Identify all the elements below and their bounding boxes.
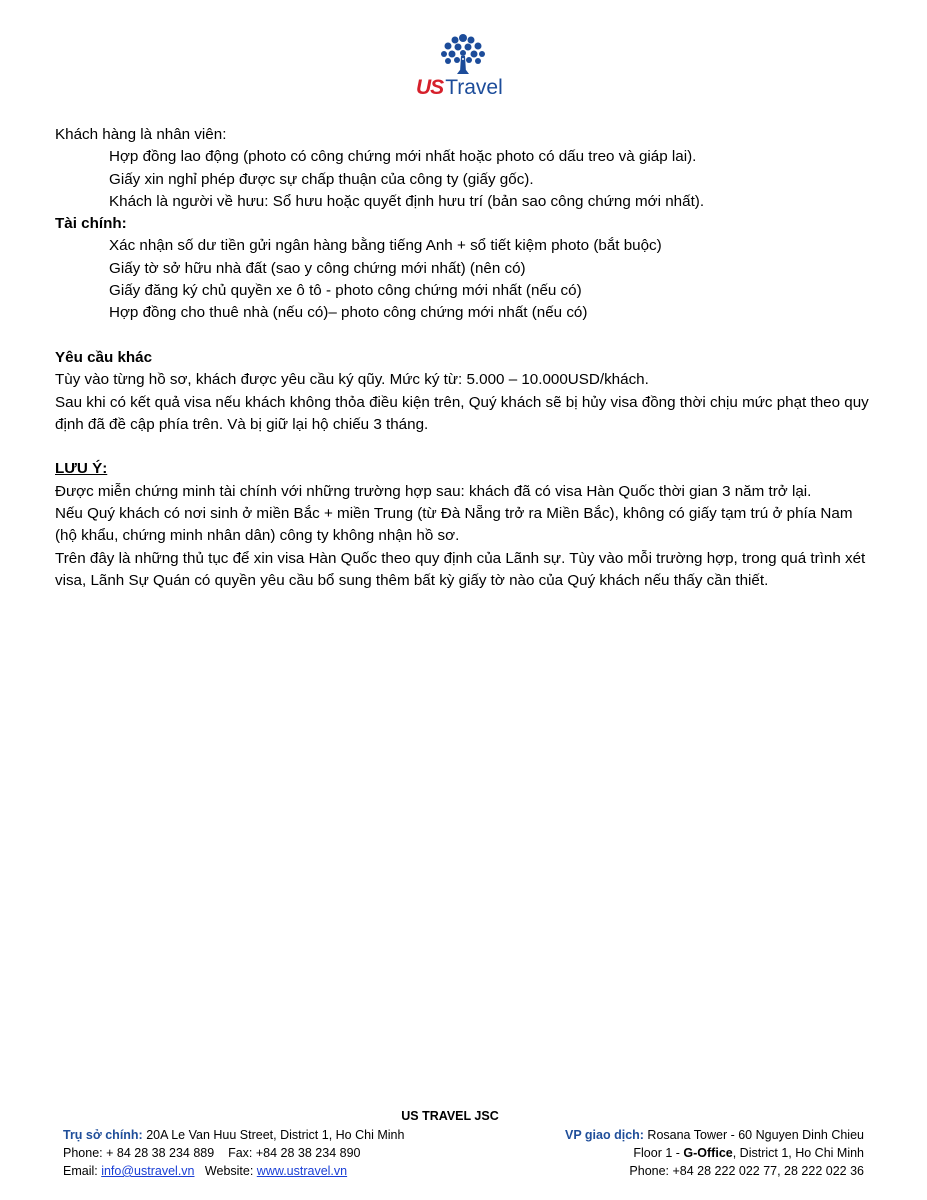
office-floor-name: G-Office xyxy=(683,1146,733,1160)
finance-item: Giấy tờ sở hữu nhà đất (sao y công chứng mới nhất) (nên có) xyxy=(109,259,526,277)
email-label: Email: xyxy=(63,1164,102,1178)
logo-us: US xyxy=(416,76,444,99)
other-requirements-heading: Yêu cầu khác xyxy=(55,348,153,366)
employee-item: Khách là người về hưu: Sổ hưu hoặc quyết định hưu trí (bản sao công chứng mới nhất). xyxy=(109,192,705,210)
website-label: Website: xyxy=(204,1164,257,1178)
hq-address: 20A Le Van Huu Street, District 1, Ho Chi Minh xyxy=(142,1128,405,1142)
employee-item: Giấy xin nghỉ phép được sự chấp thuận của công ty (giấy gốc). xyxy=(109,170,534,188)
hq-label: Trụ sở chính: xyxy=(63,1128,143,1142)
headquarters-info xyxy=(63,1126,404,1180)
employee-heading: Khách hàng là nhân viên: xyxy=(55,126,227,143)
note-paragraph: Được miễn chứng minh tài chính với những trường hợp sau: khách đã có visa Hàn Quốc thời gian 3 năm trở lại. xyxy=(55,482,812,500)
office-floor-suffix: , District 1, Ho Chi Minh xyxy=(732,1146,864,1160)
finance-item: Xác nhận số dư tiền gửi ngân hàng bằng tiếng Anh + sổ tiết kiệm photo (bắt buộc) xyxy=(109,237,662,255)
tree-icon xyxy=(438,30,488,76)
note-paragraph: Trên đây là những thủ tục để xin visa Hàn Quốc theo quy định của Lãnh sự. Tùy vào mỗi trường hợp, trong quá trình xét visa, Lãnh Sự Quán có quyền yêu cầu bổ sung thêm bất kỳ giấy tờ nào của Quý khách nếu thấy cần thiết. xyxy=(55,549,866,589)
logo-travel: Travel xyxy=(445,76,503,99)
finance-item: Giấy đăng ký chủ quyền xe ô tô - photo công chứng mới nhất (nếu có) xyxy=(109,282,582,300)
other-paragraph: Sau khi có kết quả visa nếu khách không thỏa điều kiện trên, Quý khách sẽ bị hủy visa đồng thời chịu mức phạt theo quy định đã đề cập phía trên. Và bị giữ lại hộ chiếu 3 tháng. xyxy=(55,393,869,433)
us-travel-logo xyxy=(408,30,520,102)
hq-fax: Fax: +84 28 38 234 890 xyxy=(228,1146,361,1160)
hq-phone: Phone: + 84 28 38 234 889 xyxy=(63,1146,215,1160)
other-paragraph: Tùy vào từng hồ sơ, khách được yêu cầu ký qũy. Mức ký từ: 5.000 – 10.000USD/khách. xyxy=(55,371,649,389)
office-label: VP giao dịch: xyxy=(565,1128,644,1142)
office-phone: Phone: +84 28 222 022 77, 28 222 022 36 xyxy=(629,1164,864,1178)
website-link[interactable]: www.ustravel.vn xyxy=(256,1164,348,1178)
document-body xyxy=(55,124,875,592)
office-floor-prefix: Floor 1 - xyxy=(633,1146,684,1160)
finance-heading: Tài chính: xyxy=(55,215,127,233)
email-link[interactable]: info@ustravel.vn xyxy=(101,1164,195,1178)
logo-wordmark xyxy=(416,76,503,100)
employee-item: Hợp đồng lao động (photo có công chứng mới nhất hoặc photo có dấu treo và giáp lai). xyxy=(109,148,697,166)
office-address: Rosana Tower - 60 Nguyen Dinh Chieu xyxy=(643,1128,864,1142)
note-paragraph: Nếu Quý khách có nơi sinh ở miền Bắc + miền Trung (từ Đà Nẵng trở ra Miền Bắc), không có giấy tạm trú ở phía Nam (hộ khẩu, chứng minh nhân dân) công ty không nhận hồ sơ. xyxy=(55,505,853,545)
office-info xyxy=(565,1126,864,1180)
company-name: US TRAVEL JSC xyxy=(401,1109,499,1123)
finance-item: Hợp đồng cho thuê nhà (nếu có)– photo công chứng mới nhất (nếu có) xyxy=(109,304,588,322)
note-heading: LƯU Ý: xyxy=(55,460,108,478)
